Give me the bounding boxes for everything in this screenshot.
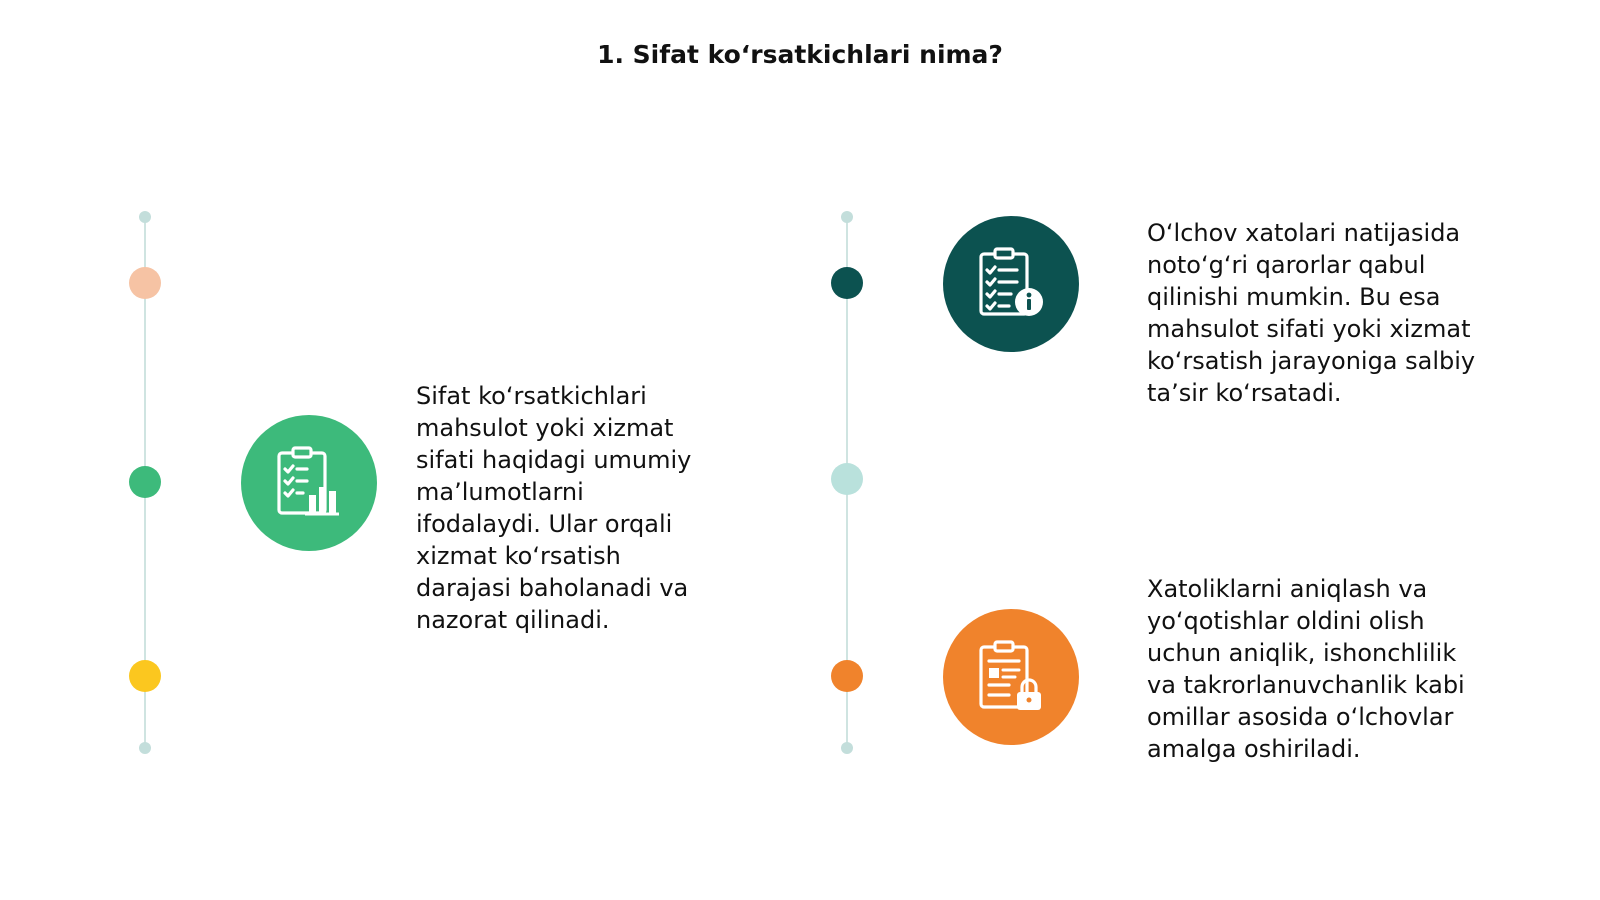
clipboard-chart-icon (269, 443, 349, 523)
right-timeline-bottom-end-dot (841, 742, 853, 754)
left-timeline-top-end-dot (139, 211, 151, 223)
clipboard-lock-icon (971, 637, 1051, 717)
quality-indicators-badge (241, 415, 377, 551)
quality-indicators-text: Sifat ko‘rsatkichlari mahsulot yoki xizmat sifati haqidagi umumiy ma’lumotlarni ifodalaydi. Ular orqali xizmat ko‘rsatish darajasi baholanadi va nazorat qilinadi. (416, 382, 692, 634)
left-timeline-green-node (129, 466, 161, 498)
error-detection-text: Xatoliklarni aniqlash va yo‘qotishlar oldini olish uchun aniqlik, ishonchlilik va takrorlanuvchanlik kabi omillar asosida o‘lchovlar amalga oshiriladi. (1147, 575, 1465, 763)
left-timeline-peach-node (129, 267, 161, 299)
right-timeline-orange-node (831, 660, 863, 692)
clipboard-checklist-info-icon (971, 244, 1051, 324)
page-title: 1. Sifat ko‘rsatkichlari nima? (597, 40, 1003, 69)
measurement-errors-text: O‘lchov xatolari natijasida noto‘g‘ri qarorlar qabul qilinishi mumkin. Bu esa mahsulot sifati yoki xizmat ko‘rsatish jarayoniga salbiy ta’sir ko‘rsatadi. (1147, 219, 1476, 407)
measurement-errors-badge (943, 216, 1079, 352)
error-detection-badge (943, 609, 1079, 745)
left-timeline-bottom-end-dot (139, 742, 151, 754)
right-timeline-light-teal-node (831, 463, 863, 495)
right-timeline-top-end-dot (841, 211, 853, 223)
right-timeline-dark-teal-node (831, 267, 863, 299)
left-timeline-yellow-node (129, 660, 161, 692)
